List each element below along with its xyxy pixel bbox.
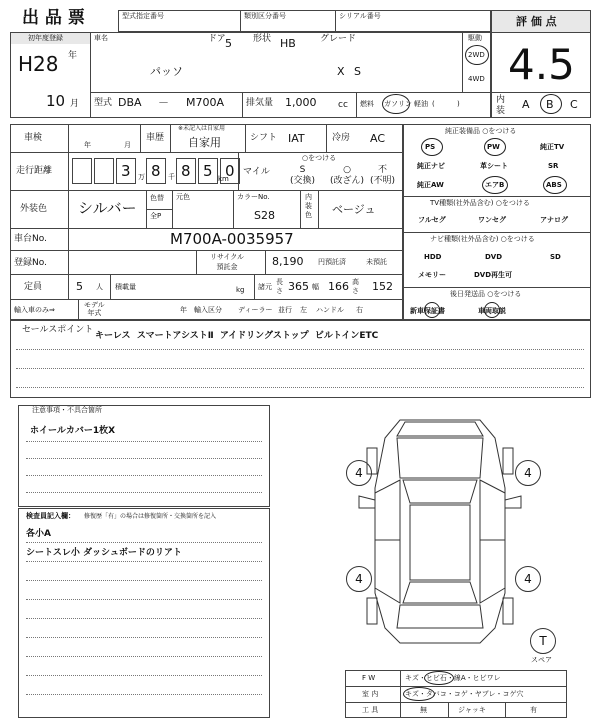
first-reg-year-unit: 年 xyxy=(68,51,78,61)
inspector-label: 検査員記入欄： xyxy=(26,512,75,520)
import-parallel: 並行 xyxy=(278,306,292,314)
original-color-label: 元色 xyxy=(176,193,190,201)
drive-4wd: 4WD xyxy=(468,75,485,83)
displacement-value: 1,000 xyxy=(285,96,317,109)
all-paint-label: 全P xyxy=(150,212,162,220)
spare-tire-icon: T xyxy=(530,628,556,654)
equip-leather: 革シート xyxy=(480,162,508,170)
mileage-man-unit: 万 xyxy=(138,173,145,181)
equip-nav: 純正ナビ xyxy=(417,162,445,170)
sales-point-value: キーレス スマートアシストⅡ アイドリングストップ ビルトインETC xyxy=(95,331,379,341)
drive-2wd: 2WD xyxy=(468,51,485,59)
nav-memory: メモリー xyxy=(418,271,446,279)
mileage-digit-4: 8 xyxy=(151,162,161,180)
import-handle: ハンドル xyxy=(316,306,344,314)
other-fuel-paren: ( ) xyxy=(432,100,460,108)
interior-color-label: 内 装 色 xyxy=(305,193,312,219)
other-fuel-label: 軽油 xyxy=(414,100,428,108)
equip-airbag: エアB xyxy=(485,181,505,189)
shift-value: IAT xyxy=(288,132,305,145)
inspection-month-label: 月 xyxy=(124,141,131,149)
nav-sd: SD xyxy=(550,253,561,261)
cond-fw-label: F W xyxy=(362,674,376,682)
tire-rear-left: 4 xyxy=(346,566,372,592)
cond-tools-jack: ジャッキ xyxy=(458,706,486,714)
interior-grade-a: A xyxy=(522,98,530,111)
import-category-label: 輸入区分 xyxy=(194,306,222,314)
chassis-label: 車台No. xyxy=(14,234,47,244)
dims-label: 諸元 xyxy=(258,283,272,291)
height-value: 152 xyxy=(372,280,393,293)
score-value: 4.5 xyxy=(508,40,575,89)
load-label: 積載量 xyxy=(115,283,136,291)
cond-interior-label: 室 内 xyxy=(362,690,379,698)
mileage-digit-6: 5 xyxy=(203,162,213,180)
notes-label: 注意事項・不具合箇所 xyxy=(32,406,102,414)
tire-front-left: 4 xyxy=(346,460,372,486)
inspector-line-1: 各小A xyxy=(26,529,51,539)
equip-aw: 純正AW xyxy=(417,181,444,189)
shape-value: HB xyxy=(280,37,296,50)
ac-label: 冷房 xyxy=(332,133,351,143)
history-note: ※未記入は自家用 xyxy=(178,125,226,132)
km-unit: km xyxy=(218,175,229,183)
nav-dvd-play: DVD再生可 xyxy=(474,271,513,279)
recycle-label: リサイクル 預託金 xyxy=(210,253,245,271)
mile-label: マイル xyxy=(243,167,270,177)
car-name-value: パッソ xyxy=(150,65,183,78)
grade-value: X S xyxy=(337,65,362,78)
shape-label: 形状 xyxy=(253,34,272,44)
cond-fw-value: キズ・ヒビ石・線A・ヒビワレ xyxy=(405,674,501,682)
door-value: 5 xyxy=(225,37,232,50)
fuel-value: ガソリン xyxy=(384,100,412,108)
ac-value: AC xyxy=(370,132,386,145)
shift-label: シフト xyxy=(250,133,278,143)
mileage-label: 走行距離 xyxy=(16,166,53,176)
first-reg-year: H28 xyxy=(18,52,59,76)
load-kg-unit: kg xyxy=(236,286,245,294)
cc-unit: cc xyxy=(338,100,348,110)
first-reg-month: 10 xyxy=(46,92,66,110)
height-label: 高さ xyxy=(352,278,359,295)
width-label: 幅 xyxy=(312,283,319,291)
exterior-color-label: 外装色 xyxy=(20,204,48,214)
color-code-value: S28 xyxy=(254,209,275,222)
nav-hdd: HDD xyxy=(424,253,442,261)
sheet-title: 出 品 票 xyxy=(22,8,85,28)
width-value: 166 xyxy=(328,280,349,293)
inspector-note: 修復歴「有」の場合は修復箇所・交換箇所を記入 xyxy=(84,513,217,520)
tv-fullseg: フルセグ xyxy=(418,216,446,224)
car-name-label: 車名 xyxy=(94,34,108,42)
mileage-sen-unit: 千 xyxy=(168,173,175,181)
first-reg-label: 初年度登録 xyxy=(28,34,63,42)
interior-color-value: ベージュ xyxy=(332,203,376,216)
model-code-label: 型式指定番号 xyxy=(122,12,164,20)
reg-no-label: 登録No. xyxy=(14,258,47,268)
capacity-unit: 人 xyxy=(96,283,103,291)
interior-grade-label: 内 装 xyxy=(496,95,506,116)
door-label: ドア xyxy=(208,34,226,44)
later-title: 後日発送品 ○をつける xyxy=(450,290,522,298)
equip-abs: ABS xyxy=(546,181,562,189)
mileage-opt-tampered: ○ (改ざん) xyxy=(330,165,365,186)
grade-label: グレード xyxy=(320,34,357,44)
undeposit-label: 未預託 xyxy=(366,258,387,266)
equip-ps: PS xyxy=(425,143,436,151)
tire-rear-right: 4 xyxy=(515,566,541,592)
mileage-digits xyxy=(72,158,236,184)
model-year-label: モデル 年式 xyxy=(84,301,105,317)
mileage-digit-5: 8 xyxy=(181,162,191,180)
history-value: 自家用 xyxy=(188,136,221,149)
type-code: M700A xyxy=(186,96,225,109)
interior-grade-b: B xyxy=(546,98,554,111)
mileage-opt-exchange: S (交換) xyxy=(290,165,316,186)
cond-interior-value: キズ・タバコ・コゲ・ヤブレ・コゲ穴 xyxy=(405,690,524,698)
mileage-opt-unknown: 不 (不明) xyxy=(370,165,396,186)
car-diagram xyxy=(345,408,535,653)
length-value: 365 xyxy=(288,280,309,293)
first-reg-month-unit: 月 xyxy=(70,99,80,109)
later-manual: 車両取説 xyxy=(478,307,506,315)
header-codes-box xyxy=(118,10,491,32)
drive-label: 駆動 xyxy=(468,34,482,42)
inspection-label: 車検 xyxy=(24,133,43,143)
nav-title: ナビ種類(社外品含む) ○をつける xyxy=(430,235,535,243)
tv-title: TV種類(社外品含む) ○をつける xyxy=(430,199,530,207)
exterior-color-value: シルバー xyxy=(78,199,137,217)
import-right: 右 xyxy=(356,306,363,314)
chassis-value: M700A-0035957 xyxy=(170,230,294,248)
interior-grade-c: C xyxy=(570,98,578,111)
capacity-value: 5 xyxy=(76,280,83,293)
inspector-line-2: シートスレ小 ダッシュボードのリアト xyxy=(26,548,182,558)
notes-value: ホイールカバー1枚X xyxy=(30,426,116,436)
later-warranty: 新車保証書 xyxy=(410,307,445,315)
inspector-box xyxy=(18,508,270,718)
equip-pw: PW xyxy=(487,143,500,151)
color-code-label: カラーNo. xyxy=(237,193,270,201)
mileage-digit-7: 0 xyxy=(225,162,235,180)
displacement-label: 排気量 xyxy=(246,98,274,108)
capacity-label: 定員 xyxy=(24,282,43,292)
category-code-label: 類別区分番号 xyxy=(244,12,286,20)
serial-label: シリアル番号 xyxy=(339,12,381,20)
type-prefix: DBA xyxy=(118,96,142,109)
mileage-digit-3: 3 xyxy=(121,162,131,180)
nav-dvd: DVD xyxy=(485,253,503,261)
inspection-year-label: 年 xyxy=(84,141,91,149)
fuel-label: 燃料 xyxy=(360,100,374,108)
recycle-value: 8,190 xyxy=(272,255,304,268)
equip-tv: 純正TV xyxy=(540,143,565,151)
sales-point-label: セールスポイント xyxy=(22,325,94,335)
history-label: 車歴 xyxy=(146,133,165,143)
type-sep: － xyxy=(158,96,169,109)
cond-tools-label: 工 具 xyxy=(362,706,379,714)
import-year-unit: 年 xyxy=(180,306,187,314)
interior-grade-circle xyxy=(540,94,562,114)
mileage-circle-note: ○をつける xyxy=(302,154,337,162)
equip-sr: SR xyxy=(548,162,559,170)
import-left: 左 xyxy=(300,306,307,314)
spare-label: スペア xyxy=(531,656,552,664)
import-label: 輸入車のみ⇒ xyxy=(14,306,55,314)
tire-front-right: 4 xyxy=(515,460,541,486)
tv-analog: アナログ xyxy=(540,216,568,224)
equipment-title: 純正装備品 ○をつける xyxy=(445,127,517,135)
tv-oneseg: ワンセグ xyxy=(478,216,506,224)
score-label: 評 価 点 xyxy=(516,15,557,28)
import-dealer: ディーラー xyxy=(238,306,273,314)
deposit-label: 円預託済 xyxy=(318,258,346,266)
cond-tools-none: 無 xyxy=(420,706,427,714)
type-label: 型式 xyxy=(94,98,113,108)
repaint-label: 色替 xyxy=(150,194,164,202)
length-label: 長さ xyxy=(276,278,283,295)
cond-tools-have: 有 xyxy=(530,706,537,714)
